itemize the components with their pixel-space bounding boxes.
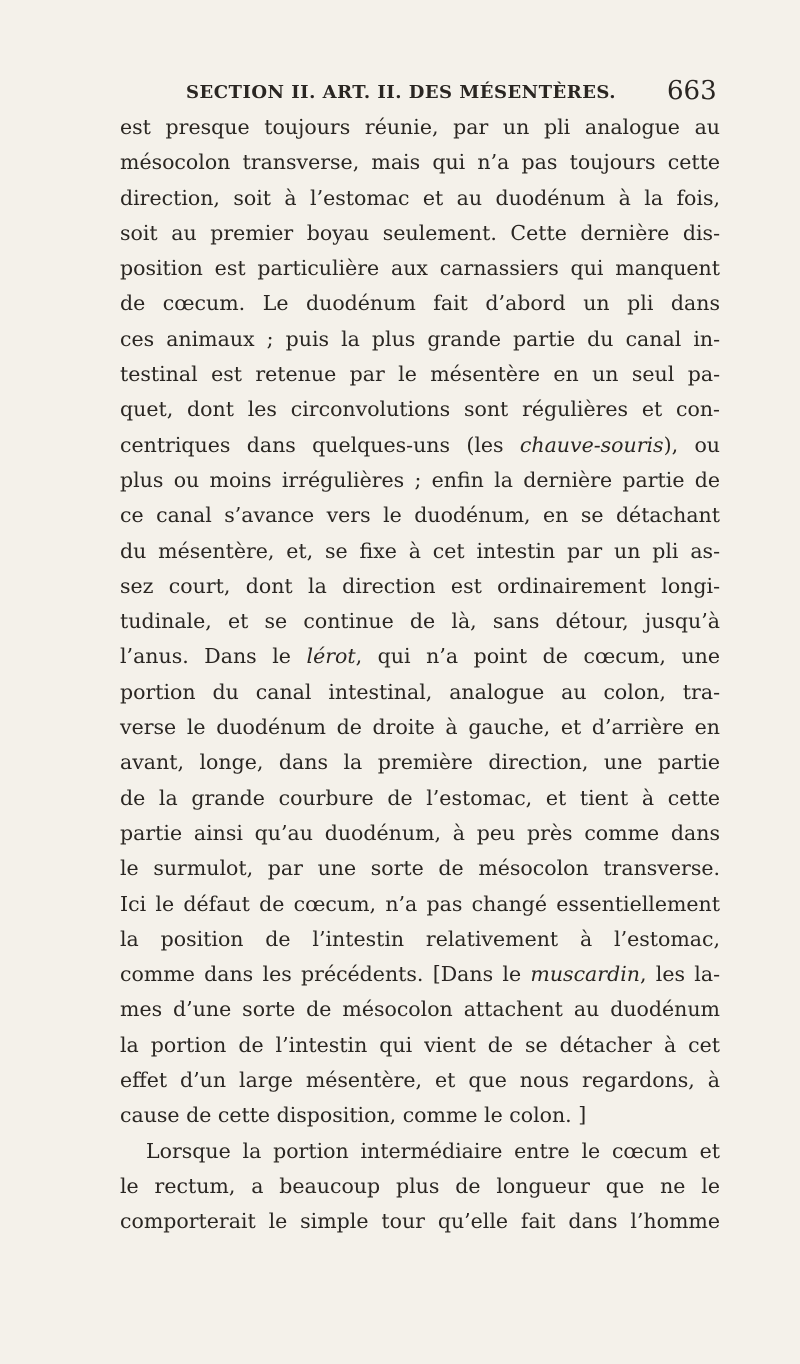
text-segment: ), ou xyxy=(663,432,720,457)
text-line: testinal est retenue par le mésentère en un seul pa- xyxy=(120,362,720,387)
text-line: verse le duodénum de droite à gauche, et d’arrière en xyxy=(120,715,720,740)
text-line xyxy=(120,428,720,463)
text-line: partie ainsi qu’au duodénum, à peu près comme dans xyxy=(120,820,720,845)
text-line: mes d’une sorte de mésocolon attachent au duodénum xyxy=(120,997,720,1022)
text-line: le surmulot, par une sorte de mésocolon transverse. xyxy=(120,856,720,881)
text-segment: centriques dans quelques-uns (les xyxy=(120,432,520,457)
italic-term: chauve-souris xyxy=(519,432,664,457)
text-line: la position de l’intestin relativement à l’estomac, xyxy=(120,926,720,951)
text-segment: , les la- xyxy=(639,962,720,987)
italic-term: muscardin xyxy=(530,962,640,987)
text-line: effet d’un large mésentère, et que nous regardons, à xyxy=(120,1068,720,1093)
text-line: position est particulière aux carnassiers qui manquent xyxy=(120,256,720,281)
text-line: plus ou moins irrégulières ; enfin la dernière partie de xyxy=(120,467,720,492)
text-segment: comme dans les précédents. [Dans le xyxy=(120,962,531,987)
text-line xyxy=(120,957,720,992)
text-line: sez court, dont la direction est ordinairement longi- xyxy=(120,573,720,598)
text-line: portion du canal intestinal, analogue au colon, tra- xyxy=(120,679,720,704)
text-line: soit au premier boyau seulement. Cette dernière dis- xyxy=(120,220,720,245)
text-line: de la grande courbure de l’estomac, et tient à cette xyxy=(120,785,720,810)
text-line: Lorsque la portion intermédiaire entre le cœcum et xyxy=(146,1138,720,1163)
text-segment: l’anus. Dans le xyxy=(120,644,307,669)
text-line: le rectum, a beaucoup plus de longueur que ne le xyxy=(120,1173,720,1198)
text-line: tudinale, et se continue de là, sans détour, jusqu’à xyxy=(120,609,720,634)
text-line: cause de cette disposition, comme le colon. ] xyxy=(120,1103,587,1128)
text-line: du mésentère, et, se fixe à cet intestin par un pli as- xyxy=(120,538,720,563)
italic-term: lérot xyxy=(306,644,356,669)
text-line: comporterait le simple tour qu’elle fait dans l’homme xyxy=(120,1209,720,1234)
text-line: direction, soit à l’estomac et au duodénum à la fois, xyxy=(120,185,720,210)
page-number: 663 xyxy=(667,76,717,106)
text-line: la portion de l’intestin qui vient de se détacher à cet xyxy=(120,1032,720,1057)
running-head: SECTION II. ART. II. DES MÉSENTÈRES. xyxy=(186,82,617,103)
text-segment: , qui n’a point de cœcum, une xyxy=(355,644,720,669)
text-line: mésocolon transverse, mais qui n’a pas toujours cette xyxy=(120,150,720,175)
body-text xyxy=(120,110,720,1240)
text-line: avant, longe, dans la première direction, une partie xyxy=(120,750,720,775)
text-line: ce canal s’avance vers le duodénum, en se détachant xyxy=(120,503,720,528)
text-line: est presque toujours réunie, par un pli analogue au xyxy=(120,115,720,139)
text-line: Ici le défaut de cœcum, n’a pas changé essentiellement xyxy=(120,891,720,916)
text-line: quet, dont les circonvolutions sont régulières et con- xyxy=(120,397,720,422)
text-line: ces animaux ; puis la plus grande partie du canal in- xyxy=(120,326,720,351)
text-line xyxy=(120,639,720,674)
text-line: de cœcum. Le duodénum fait d’abord un pli dans xyxy=(120,291,720,316)
